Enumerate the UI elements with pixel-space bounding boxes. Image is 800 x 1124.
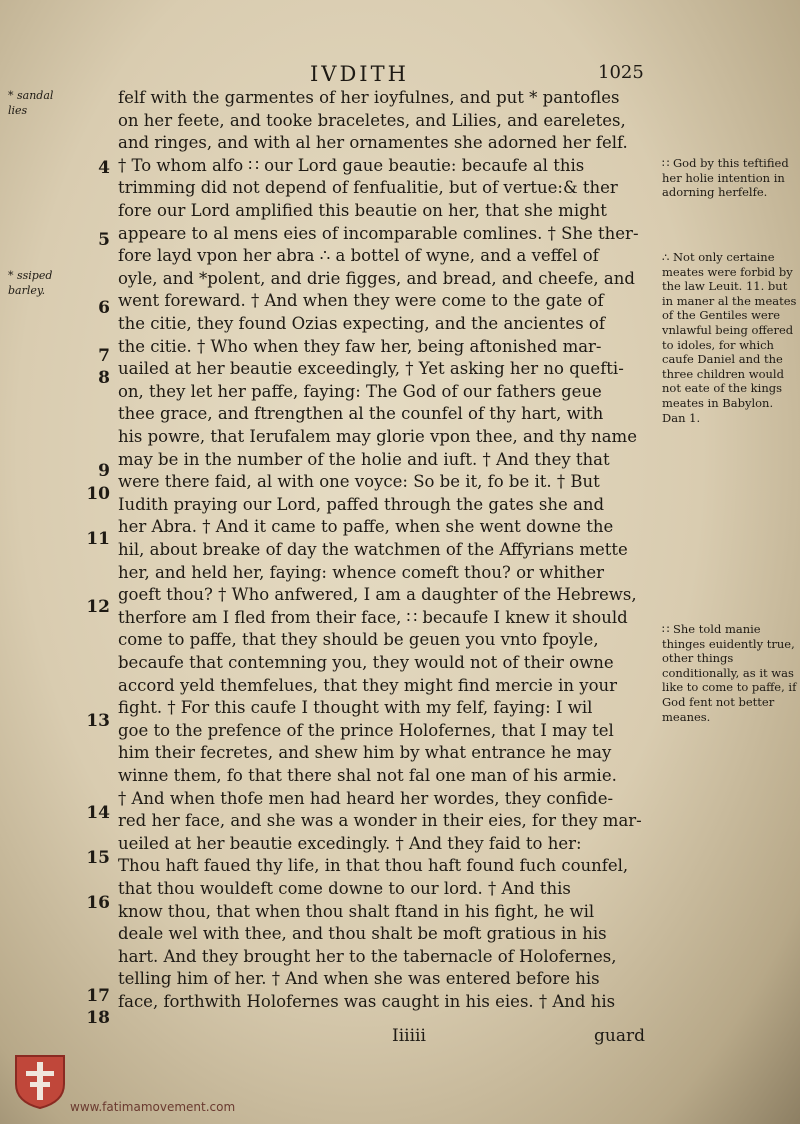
verse-number: 7 — [98, 346, 110, 366]
text-line: the citie. † Who when they faw her, being aftonished mar- — [118, 336, 602, 356]
text-line: uailed at her beautie exceedingly, † Yet asking her no quefti- — [118, 359, 624, 379]
text-line: know thou, that when thou shalt ftand in his fight, he wil — [118, 901, 595, 921]
text-line: trimming did not depend of fenfualitie, but of vertue:& ther — [118, 178, 618, 198]
left-margin-note: * ssiped barley. — [8, 269, 53, 297]
verse-number: 17 — [86, 986, 110, 1006]
text-line: winne them, fo that there shal not fal one man of his armie. — [118, 766, 617, 785]
verse-number: 12 — [86, 597, 110, 617]
text-line: felf with the garmentes of her ioyfulnes, and put * pantofles — [118, 88, 620, 107]
text-line: him their fecretes, and shew him by what entrance he may — [118, 743, 612, 763]
margin-note: ∴ Not only certaine meates were forbid by the law Leuit. 11. but in maner al the meates of the Gentiles were vnlawful being offered to idoles, for which caufe Daniel and the three children would not eate of the kings meates in Babylon. Dan 1. — [662, 250, 797, 425]
text-line: her, and held her, faying: whence comeft thou? or whither — [118, 562, 605, 582]
margin-note: ∷ God by this teftified her holie intention in adorning herfelfe. — [662, 156, 789, 200]
page-number: 1025 — [598, 62, 644, 83]
text-line: telling him of her. † And when she was entered before his — [118, 969, 600, 989]
text-line: the citie, they found Ozias expecting, and the ancientes of — [118, 314, 605, 333]
verse-number: 14 — [86, 803, 110, 823]
verse-number: 6 — [98, 298, 110, 318]
text-line: deale wel with thee, and thou shalt be moft gratious in his — [118, 924, 607, 944]
text-line: on, they let her paffe, faying: The God of our fathers geue — [118, 381, 602, 401]
text-line: went foreward. † And when they were come to the gate of — [118, 291, 604, 311]
text-line: therfore am I fled from their face, ∷ becaufe I knew it should — [118, 607, 628, 627]
text-line: † To whom alfo ∷ our Lord gaue beautie: becaufe al this — [118, 155, 585, 175]
text-line: Thou haft faued thy life, in that thou haft found fuch counfel, — [118, 856, 629, 876]
verse-number: 4 — [98, 158, 110, 178]
text-line: his powre, that Ierufalem may glorie vpon thee, and thy name — [118, 427, 637, 446]
verse-number: 9 — [98, 461, 110, 481]
text-line: face, forthwith Holofernes was caught in his eies. † And his — [118, 992, 616, 1011]
verse-number: 13 — [86, 711, 110, 731]
running-title: IVDITH — [310, 62, 409, 86]
text-line: red her face, and she was a wonder in their eies, for they mar- — [118, 811, 642, 831]
text-line: oyle, and *polent, and drie figges, and bread, and cheefe, and — [118, 268, 635, 288]
text-line: goe to the prefence of the prince Holofernes, that I may tel — [118, 720, 614, 740]
text-line: fore our Lord amplified this beautie on her, that she might — [118, 201, 607, 220]
text-line: fore layd vpon her abra ∴ a bottel of wyne, and a veffel of — [118, 246, 599, 266]
text-line: that thou wouldeft come downe to our lord. † And this — [118, 879, 571, 898]
verse-number: 8 — [98, 368, 110, 388]
text-line: may be in the number of the holie and iuft. † And they that — [118, 449, 610, 469]
text-line: accord yeld themfelues, that they might find mercie in your — [118, 675, 618, 695]
left-margin-note: * sandal lies — [8, 89, 54, 117]
signature-mark: Iiiiii — [392, 1026, 426, 1046]
verse-number: 16 — [86, 893, 110, 913]
text-line: fight. † For this caufe I thought with my felf, faying: I wil — [118, 698, 593, 718]
text-line: Iudith praying our Lord, paffed through the gates she and — [118, 494, 605, 514]
text-line: ueiled at her beautie excedingly. † And they faid to her: — [118, 833, 582, 853]
verse-number: 15 — [86, 848, 110, 868]
verse-number: 10 — [86, 484, 110, 504]
watermark-url: www.fatimamovement.com — [70, 1100, 236, 1114]
shield-logo-icon — [14, 1054, 66, 1110]
text-line: goeft thou? † Who anfwered, I am a daughter of the Hebrews, — [118, 585, 637, 605]
text-line: come to paffe, that they should be geuen you vnto fpoyle, — [118, 630, 599, 650]
verse-number: 5 — [98, 230, 110, 250]
text-line: becaufe that contemning you, they would not of their owne — [118, 653, 614, 672]
text-line: thee grace, and ftrengthen al the counfel of thy hart, with — [118, 404, 604, 424]
margin-note: ∷ She told manie thinges euidently true, other things conditionally, as it was like to come to paffe, if God fent not better meanes. — [662, 622, 797, 724]
text-line: and ringes, and with al her ornamentes she adorned her felf. — [118, 133, 628, 153]
catchword: guard — [594, 1026, 645, 1046]
text-line: her Abra. † And it came to paffe, when she went downe the — [118, 517, 614, 537]
text-line: appeare to al mens eies of incomparable comlines. † She ther- — [118, 223, 639, 243]
verse-number: 18 — [86, 1008, 110, 1028]
text-line: hil, about breake of day the watchmen of the Affyrians mette — [118, 540, 628, 559]
text-line: † And when thofe men had heard her wordes, they confide- — [118, 788, 614, 808]
text-line: on her feete, and tooke braceletes, and Lilies, and eareletes, — [118, 110, 626, 130]
text-line: were there faid, al with one voyce: So be it, fo be it. † But — [118, 472, 600, 492]
text-line: hart. And they brought her to the tabernacle of Holofernes, — [118, 946, 617, 966]
verse-number: 11 — [86, 529, 110, 549]
